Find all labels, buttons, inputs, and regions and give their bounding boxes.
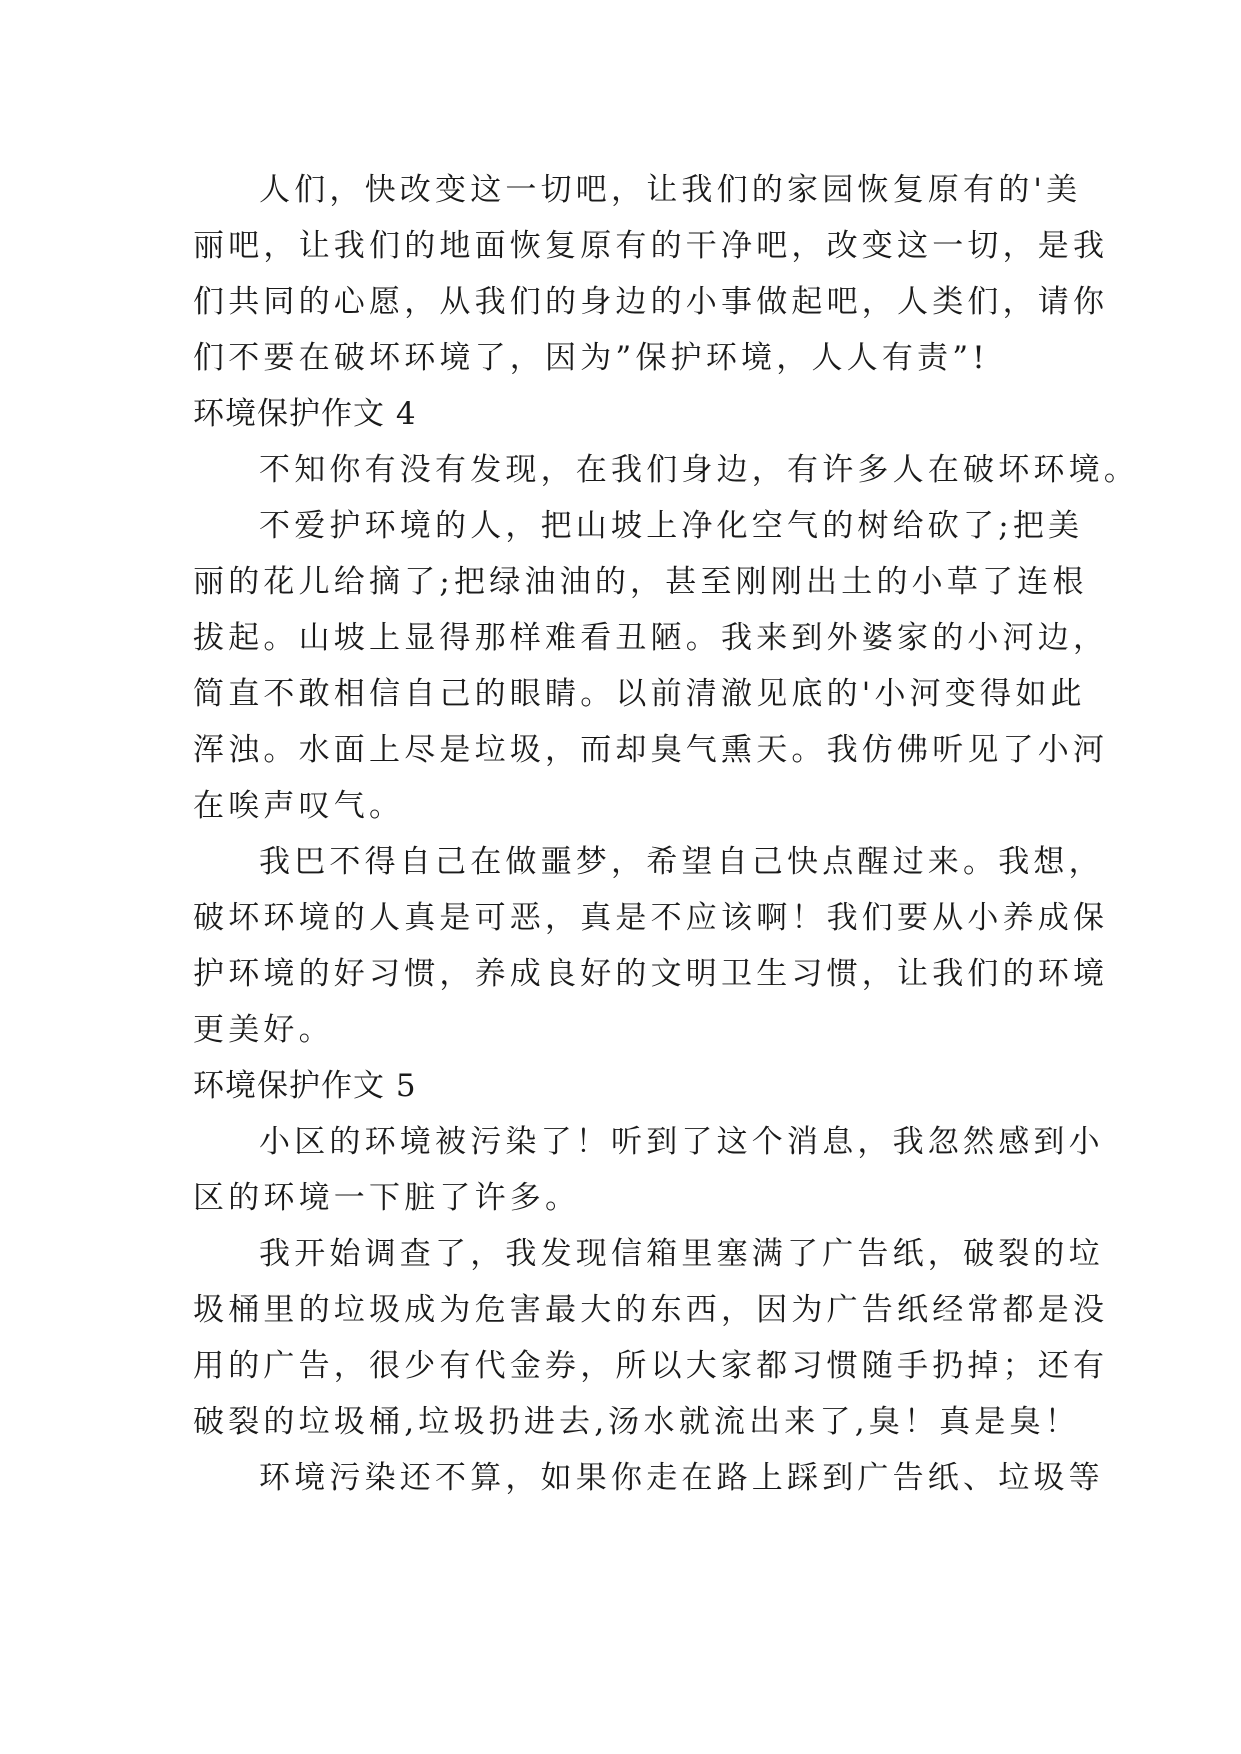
paragraph-line: 拔起。山坡上显得那样难看丑陋。我来到外婆家的小河边， bbox=[193, 620, 1109, 656]
paragraph-line: 小区的环境被污染了！听到了这个消息，我忽然感到小 bbox=[259, 1124, 1104, 1160]
paragraph-line: 们共同的心愿，从我们的身边的小事做起吧，人类们，请你 bbox=[193, 284, 1109, 320]
paragraph-line: 我巴不得自己在做噩梦，希望自己快点醒过来。我想， bbox=[259, 844, 1104, 880]
paragraph-line: 人们，快改变这一切吧，让我们的家园恢复原有的'美 bbox=[259, 172, 1082, 208]
paragraph-line: 更美好。 bbox=[193, 1012, 334, 1048]
paragraph-line: 浑浊。水面上尽是垃圾，而却臭气熏天。我仿佛听见了小河 bbox=[193, 732, 1109, 768]
paragraph-line: 在唉声叹气。 bbox=[193, 788, 405, 824]
paragraph-line: 区的环境一下脏了许多。 bbox=[193, 1180, 581, 1216]
section-heading: 环境保护作文 5 bbox=[193, 1068, 417, 1104]
paragraph-line: 用的广告，很少有代金券，所以大家都习惯随手扔掉；还有 bbox=[193, 1348, 1109, 1384]
paragraph-line: 们不要在破坏环境了，因为”保护环境，人人有责”! bbox=[193, 340, 989, 376]
paragraph-line: 破裂的垃圾桶,垃圾扔进去,汤水就流出来了,臭！真是臭！ bbox=[193, 1404, 1080, 1440]
paragraph-line: 丽吧，让我们的地面恢复原有的干净吧，改变这一切，是我 bbox=[193, 228, 1109, 264]
paragraph-line: 丽的花儿给摘了;把绿油油的，甚至刚刚出土的小草了连根 bbox=[193, 564, 1088, 600]
paragraph-line: 环境污染还不算，如果你走在路上踩到广告纸、垃圾等 bbox=[259, 1460, 1104, 1496]
paragraph-line: 破坏环境的人真是可恶，真是不应该啊！我们要从小养成保 bbox=[193, 900, 1109, 936]
paragraph-line: 简直不敢相信自己的眼睛。以前清澈见底的'小河变得如此 bbox=[193, 676, 1086, 712]
section-heading: 环境保护作文 4 bbox=[193, 396, 417, 432]
paragraph-line: 不爱护环境的人，把山坡上净化空气的树给砍了;把美 bbox=[259, 508, 1084, 544]
paragraph-line: 护环境的好习惯，养成良好的文明卫生习惯，让我们的环境 bbox=[193, 956, 1109, 992]
paragraph-line: 我开始调查了，我发现信箱里塞满了广告纸，破裂的垃 bbox=[259, 1236, 1104, 1272]
paragraph-line: 圾桶里的垃圾成为危害最大的东西，因为广告纸经常都是没 bbox=[193, 1292, 1109, 1328]
paragraph-line: 不知你有没有发现，在我们身边，有许多人在破坏环境。 bbox=[259, 452, 1139, 488]
